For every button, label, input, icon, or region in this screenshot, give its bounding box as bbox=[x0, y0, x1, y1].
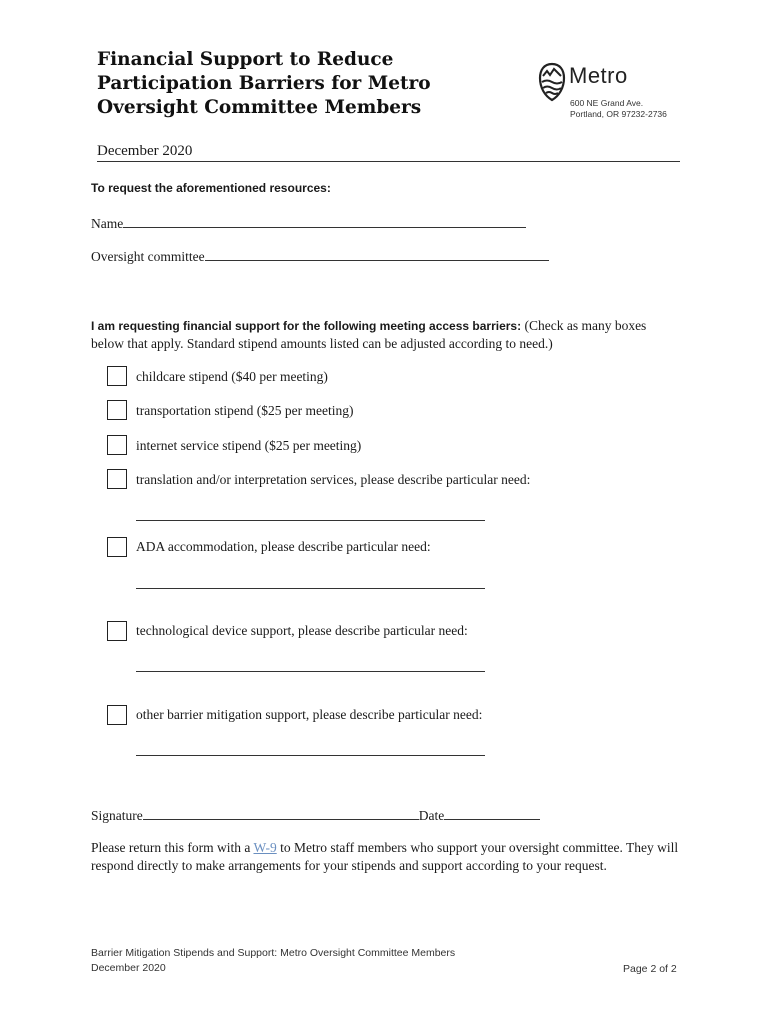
committee-field[interactable] bbox=[91, 248, 549, 265]
checkbox-childcare[interactable] bbox=[107, 366, 127, 386]
option-translation: translation and/or interpretation services, please describe particular need: bbox=[136, 472, 531, 487]
committee-input-line[interactable] bbox=[205, 248, 549, 261]
checkbox-other[interactable] bbox=[107, 705, 127, 725]
option-childcare: childcare stipend ($40 per meeting) bbox=[136, 369, 328, 384]
name-label: Name bbox=[91, 216, 124, 231]
signature-field[interactable] bbox=[91, 807, 540, 824]
header-date-text: December 2020 bbox=[97, 143, 193, 159]
signature-label: Signature bbox=[91, 808, 143, 823]
intro-bold: I am requesting financial support for the following meeting access barriers: bbox=[91, 319, 522, 333]
ada-need-line[interactable] bbox=[136, 587, 485, 589]
page-number: Page 2 of 2 bbox=[623, 963, 677, 975]
metro-logo-icon bbox=[537, 62, 567, 102]
checkbox-device[interactable] bbox=[107, 621, 127, 641]
address-line-1: 600 NE Grand Ave. bbox=[570, 98, 644, 108]
metro-logo-text: Metro bbox=[569, 63, 628, 88]
option-other: other barrier mitigation support, please describe particular need: bbox=[136, 707, 483, 722]
checkbox-transportation[interactable] bbox=[107, 400, 127, 420]
return-text-after: to Metro staff members who support your oversight committee. They will respond directly to make arrangements for your stipends and support according to your request. bbox=[91, 840, 679, 873]
name-field[interactable] bbox=[91, 215, 526, 232]
intro-rest: (Check as many boxes below that apply. Standard stipend amounts listed can be adjusted according to need.) bbox=[91, 318, 647, 351]
date-input-line[interactable] bbox=[444, 807, 540, 820]
option-internet: internet service stipend ($25 per meeting) bbox=[136, 438, 362, 453]
device-need-line[interactable] bbox=[136, 670, 485, 672]
checkbox-internet[interactable] bbox=[107, 435, 127, 455]
date-label: Date bbox=[418, 808, 445, 823]
document-title: Financial Support to Reduce Participation Barriers for Metro Oversight Committee Members bbox=[97, 49, 431, 118]
request-heading: To request the aforementioned resources: bbox=[91, 181, 331, 195]
checkbox-ada[interactable] bbox=[107, 537, 127, 557]
name-input-line[interactable] bbox=[123, 215, 526, 228]
option-transportation: transportation stipend ($25 per meeting) bbox=[136, 403, 354, 418]
checkbox-translation[interactable] bbox=[107, 469, 127, 489]
translation-need-line[interactable] bbox=[136, 519, 485, 521]
committee-label: Oversight committee bbox=[91, 249, 205, 264]
header-date bbox=[97, 143, 680, 162]
return-text-before: Please return this form with a bbox=[91, 840, 254, 855]
footer-title: Barrier Mitigation Stipends and Support: Metro Oversight Committee Members bbox=[91, 947, 456, 959]
request-intro bbox=[91, 317, 681, 353]
other-need-line[interactable] bbox=[136, 754, 485, 756]
w9-link[interactable]: W-9 bbox=[253, 840, 277, 855]
option-device: technological device support, please describe particular need: bbox=[136, 623, 468, 638]
option-ada: ADA accommodation, please describe particular need: bbox=[136, 539, 431, 554]
metro-address bbox=[570, 98, 667, 120]
footer-left bbox=[91, 947, 455, 974]
signature-input-line[interactable] bbox=[143, 807, 419, 820]
address-line-2: Portland, OR 97232-2736 bbox=[570, 109, 667, 119]
footer-date: December 2020 bbox=[91, 962, 166, 974]
return-instructions bbox=[91, 839, 681, 875]
